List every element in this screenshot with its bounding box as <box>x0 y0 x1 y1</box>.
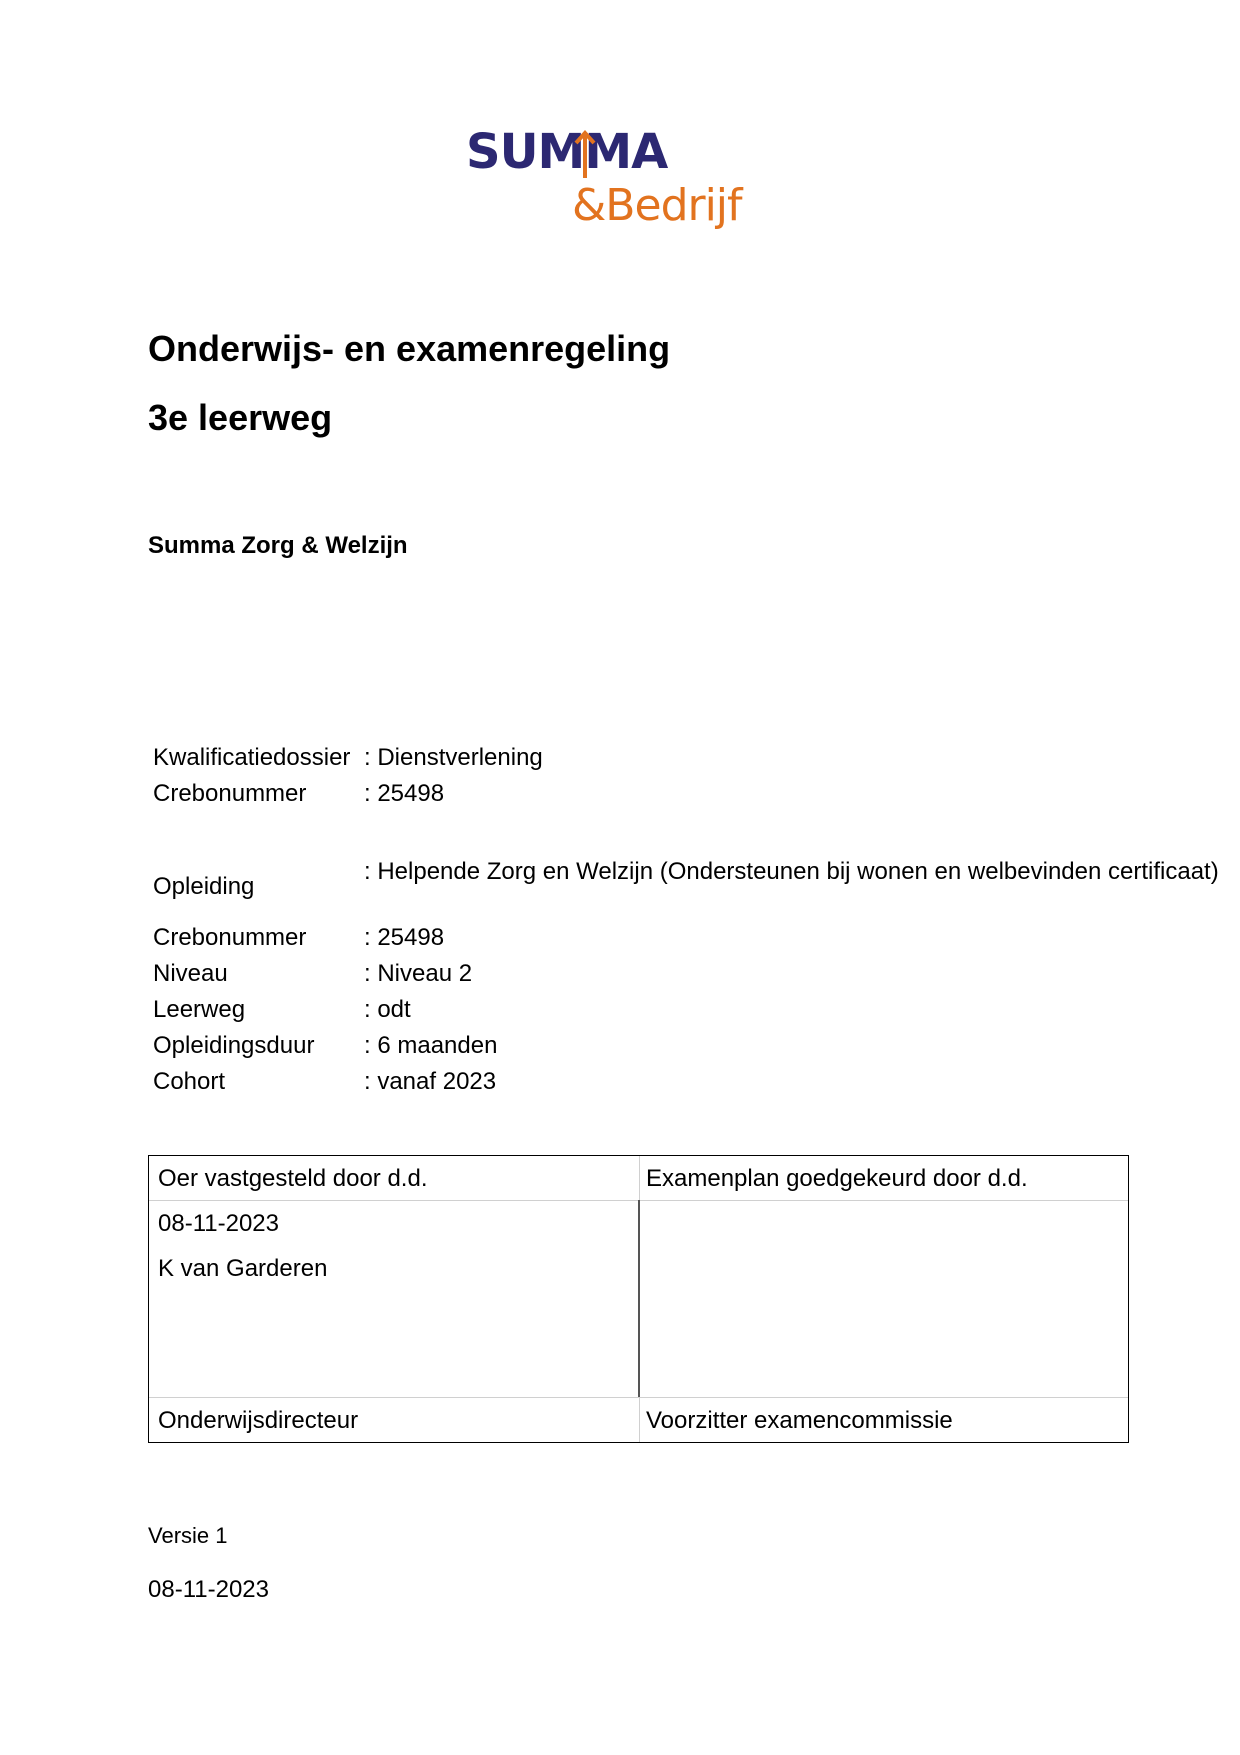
document-version: Versie 1 <box>148 1523 228 1548</box>
info-value: : vanaf 2023 <box>364 1068 497 1095</box>
info-value: : Niveau 2 <box>364 960 473 987</box>
approval-table <box>148 1155 1129 1443</box>
table-header-left: Oer vastgesteld door d.d. <box>158 1165 428 1192</box>
info-value: : 25498 <box>364 924 445 951</box>
info-label: Kwalificatiedossier <box>153 744 351 771</box>
info-value: : 25498 <box>364 780 445 807</box>
approval-date: 08-11-2023 <box>158 1210 279 1237</box>
approver-name: K van Garderen <box>158 1255 328 1282</box>
info-label: Opleiding <box>153 873 255 900</box>
document-subtitle: 3e leerweg <box>148 397 333 438</box>
info-value: : Dienstverlening <box>364 744 543 771</box>
logo-text-bedrijf: &Bedrijf <box>572 180 742 231</box>
document-date: 08-11-2023 <box>148 1576 269 1603</box>
document-title: Onderwijs- en examenregeling <box>148 328 671 369</box>
info-label: Niveau <box>153 960 228 987</box>
approver-role-left: Onderwijsdirecteur <box>158 1407 359 1434</box>
info-label: Cohort <box>153 1068 226 1095</box>
info-label: Leerweg <box>153 996 246 1023</box>
info-value: : odt <box>364 996 411 1023</box>
logo-text-summa: SUMMA <box>466 124 668 180</box>
info-value: : 6 maanden <box>364 1032 498 1059</box>
approver-role-right: Voorzitter examencommissie <box>646 1407 953 1434</box>
table-header-right: Examenplan goedgekeurd door d.d. <box>646 1165 1028 1192</box>
organisation-name: Summa Zorg & Welzijn <box>148 532 408 559</box>
logo-arrow-icon <box>570 128 600 184</box>
info-value: : Helpende Zorg en Welzijn (Ondersteunen bij wonen en welbevinden certificaat) <box>364 858 1219 885</box>
info-label: Crebonummer <box>153 780 307 807</box>
summa-bedrijf-logo <box>466 124 766 243</box>
info-label: Opleidingsduur <box>153 1032 315 1059</box>
info-label: Crebonummer <box>153 924 307 951</box>
